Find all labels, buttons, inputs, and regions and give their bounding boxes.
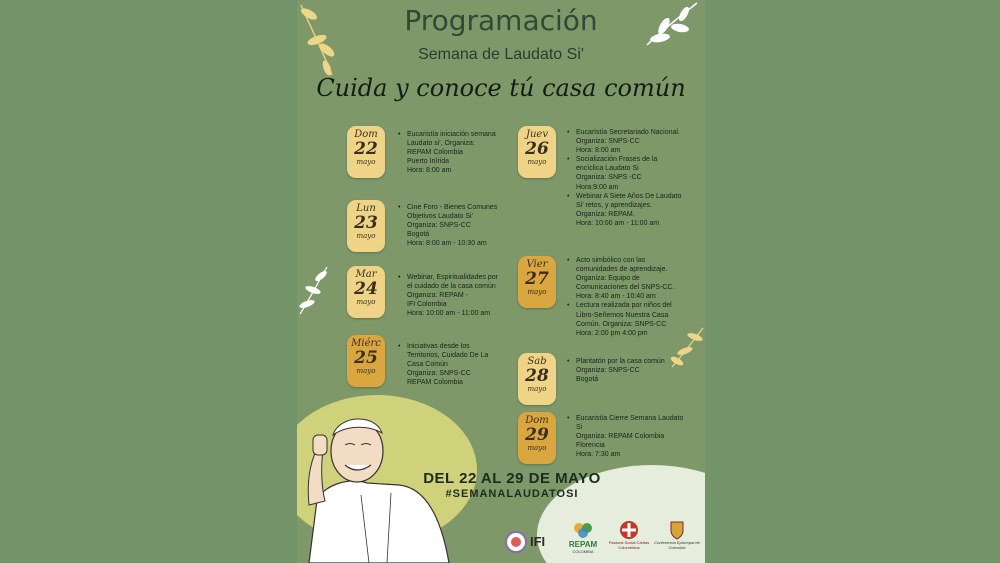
- day-badge-lun-23: Lun 23 mayo: [347, 200, 385, 252]
- events-dom-29: [567, 414, 685, 459]
- event-hashtag: #SEMANALAUDATOSI: [445, 488, 579, 500]
- event-item: • Webinar, Espiritualidades por el cuidado de la casa común Organiza: REPAM - IFI Colombia Hora: 10:00 am - 11:00 am: [398, 273, 503, 318]
- day-badge-sab-28: Sab 28 mayo: [518, 353, 556, 405]
- events-juev-26: [567, 128, 685, 228]
- event-item: • Iniciativas desde los Territorios, Cuidado De La Casa Común Organiza: SNPS-CC REPAM Colombia: [398, 342, 503, 387]
- repam-logo: [563, 520, 603, 560]
- caritas-logo: [607, 520, 651, 560]
- episcopal-shield-icon: [669, 520, 685, 540]
- event-item: • Lectura realizada por niños del Libro-Señemos Nuestra Casa Común. Organiza: SNPS-CC Hora: 2:00 pm 4:00 pm: [567, 301, 685, 337]
- events-vier-27: [567, 256, 685, 338]
- events-lun-23: [398, 203, 503, 248]
- event-dates: DEL 22 AL 29 DE MAYO: [423, 470, 601, 487]
- repam-logo-text: REPAM: [568, 540, 598, 549]
- event-item: • Eucaristía iniciación semana Laudato si', Organiza: REPAM Colombia Puerto Inírida Hora: 8:00 am: [398, 130, 503, 175]
- day-badge-dom-22: Dom 22 mayo: [347, 126, 385, 178]
- page-title: Programación: [404, 4, 598, 37]
- episcopal-logo-text: Conferencia Episcopal de Colombia: [654, 540, 700, 550]
- event-item: • Acto simbólico con las comunidades de aprendizaje. Organiza: Equipo de Comunicaciones del SNPS-CC. Hora: 8:40 am - 10:40 am: [567, 256, 685, 301]
- events-sab-28: [567, 357, 685, 384]
- event-item: • Socialización Frases de la encíclica Laudato Si Organiza: SNPS -CC Hora:9:00 am: [567, 155, 685, 191]
- episcopal-logo: [653, 520, 701, 560]
- day-badge-dom-29: Dom 29 mayo: [518, 412, 556, 464]
- ifi-logo-icon: [505, 531, 527, 553]
- event-item: • Webinar A Siete Años De Laudato Si' retos, y aprendizajes. Organiza: REPAM. Hora: 10:00 am - 11:00 am: [567, 192, 685, 228]
- event-item: • Plantatón por la casa común Organiza: SNPS-CC Bogotá: [567, 357, 685, 384]
- leaf-mid-left-icon: [297, 262, 332, 317]
- ifi-logo: [505, 528, 557, 558]
- page-subtitle: Semana de Laudato Si': [418, 46, 584, 63]
- day-badge-mar-24: Mar 24 mayo: [347, 266, 385, 318]
- ifi-logo-text: IFI: [530, 534, 546, 549]
- event-item: • Eucaristía Cierre Semana Laudato Si Organiza: REPAM Colombia Florencia Hora: 7:30 am: [567, 414, 685, 459]
- event-item: • Cine Foro - Bienes Comunes Objetivos Laudato Si' Organiza: SNPS-CC Bogotá Hora: 8:00 am - 10:30 am: [398, 203, 503, 248]
- day-badge-vier-27: Vier 27 mayo: [518, 256, 556, 308]
- events-mierc-25: [398, 342, 503, 387]
- caritas-cross-icon: [619, 520, 639, 540]
- day-badge-mierc-25: Miérc 25 mayo: [347, 335, 385, 387]
- tagline: Cuida y conoce tú casa común: [316, 74, 686, 102]
- events-mar-24: [398, 273, 503, 318]
- programacion-poster: [297, 0, 705, 563]
- day-badge-juev-26: Juev 26 mayo: [518, 126, 556, 178]
- repam-logo-icon: [571, 520, 595, 540]
- event-item: • Eucaristía Secretariado Nacional. Organiza: SNPS-CC Hora: 8:00 am: [567, 128, 685, 155]
- repam-logo-subtext: COLOMBIA: [572, 549, 594, 554]
- events-dom-22: [398, 130, 503, 175]
- caritas-logo-text: Pastoral Social Cáritas Colombiana: [608, 540, 650, 550]
